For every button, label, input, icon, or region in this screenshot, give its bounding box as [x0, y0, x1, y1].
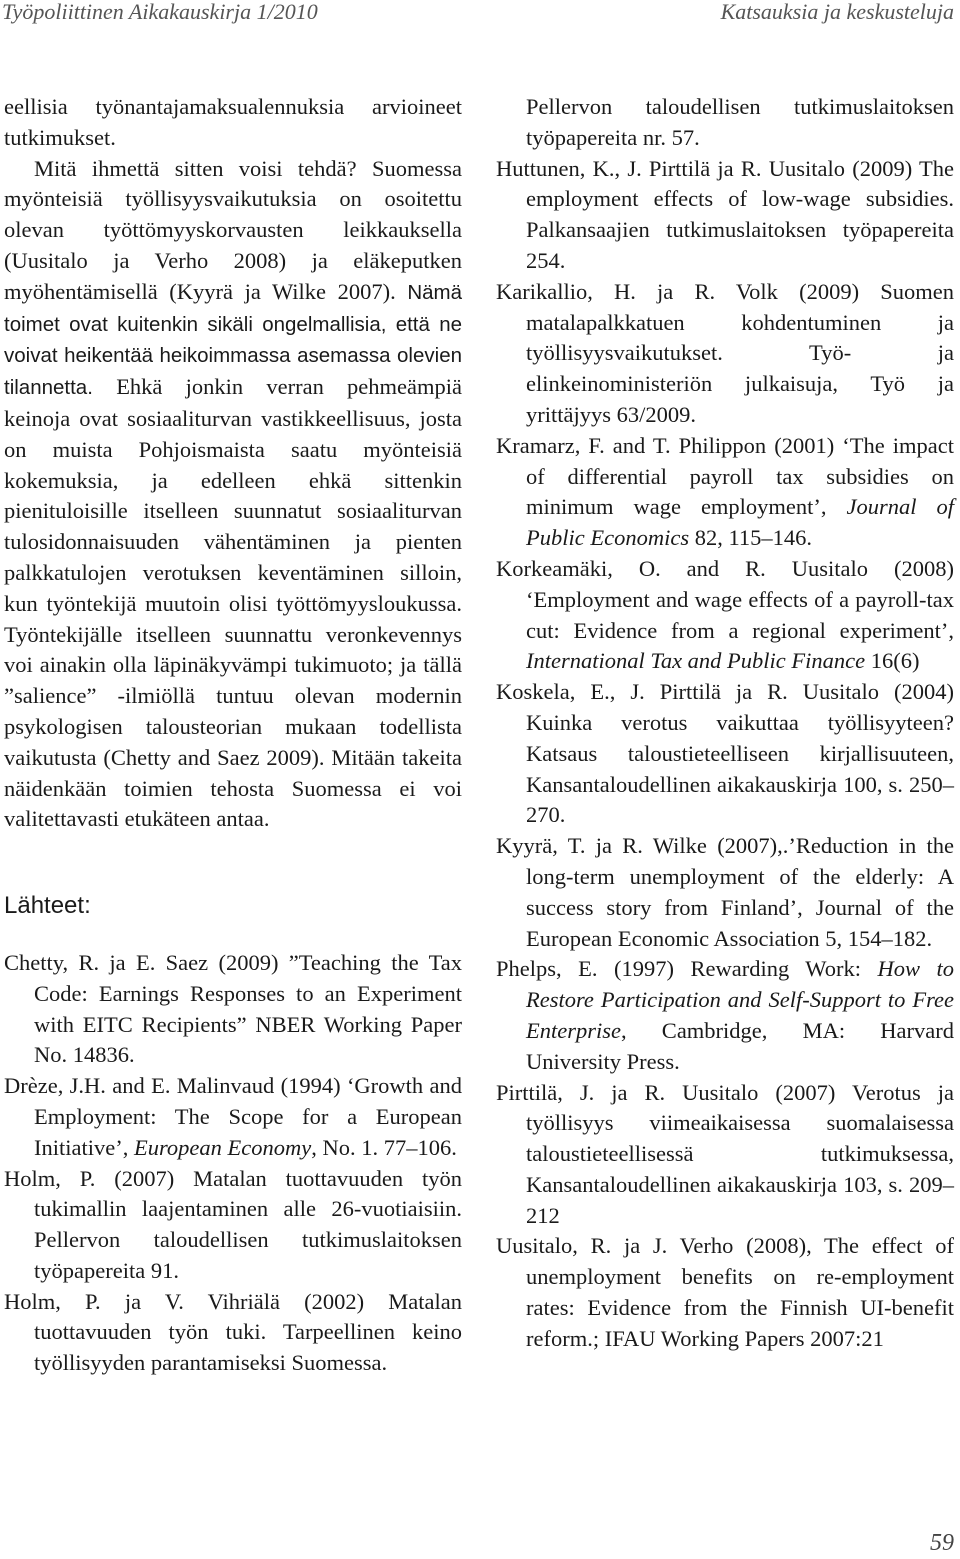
reference-item [496, 277, 954, 431]
reference-item [4, 1287, 462, 1379]
reference-item [496, 554, 954, 677]
reference-italic: European Economy [133, 1134, 312, 1160]
reference-item [496, 831, 954, 954]
reference-tail: , No. 1. 77–106. [311, 1134, 457, 1160]
reference-item [496, 677, 954, 831]
reference-text: Chetty, R. ja E. Saez (2009) ”Teaching the Tax Code: Earnings Responses to an Experiment with EITC Recipients” NBER Working Paper No. 14836. [4, 949, 462, 1068]
reference-item [496, 1078, 954, 1232]
journal-title: Työpoliittinen Aikakauskirja 1/2010 [2, 0, 318, 24]
reference-item [4, 1164, 462, 1287]
reference-text: Uusitalo, R. ja J. Verho (2008), The effect of unemployment benefits on re-employment rates: Evidence from the Finnish UI-benefit reform.; IFAU Working Papers 2007:21 [496, 1233, 954, 1351]
references-left-list [4, 948, 462, 1379]
reference-item [4, 948, 462, 1071]
reference-text: Holm, P. ja V. Vihriälä (2002) Matalan tuottavuuden työn tuki. Tarpeellinen keino työllisyyden parantamiseksi Suomessa. [4, 1288, 462, 1376]
reference-text: Koskela, E., J. Pirttilä ja R. Uusitalo (2004) Kuinka verotus vaikuttaa työllisyyteen? Katsaus taloustieteelliseen kirjallisuuteen, Kansantaloudellinen aikakauskirja 100, s. 250–270. [496, 679, 954, 828]
reference-text: Karikallio, H. ja R. Volk (2009) Suomen matalapalkkatuen kohdentuminen ja työllisyysvaikutukset. Työ- ja elinkeinoministeriön julkaisuja, Työ ja yrittäjyys 63/2009. [496, 278, 954, 427]
reference-item [4, 1071, 462, 1163]
section-title: Katsauksia ja keskusteluja [720, 0, 954, 24]
reference-italic: How to Restore Participation and Self-Support to Free Enterprise [526, 956, 954, 1043]
reference-text: Phelps, E. (1997) Rewarding Work: [496, 956, 878, 982]
running-header [0, 0, 960, 24]
reference-text: Korkeamäki, O. and R. Uusitalo (2008) ‘Employment and wage effects of a payroll-tax cut: Evidence from a regional experiment’, [496, 555, 954, 643]
page-number: 59 [930, 1530, 954, 1556]
left-column [4, 92, 462, 1379]
references-heading: Lähteet: [4, 892, 91, 920]
reference-text: Pirttilä, J. ja R. Uusitalo (2007) Verotus ja työllisyys viimeaikaisessa suomalaisessa taloustieteellisessä tutkimuksessa, Kansantaloudellinen aikakauskirja 103, s. 209–212 [496, 1079, 954, 1228]
paragraph-2-part-2: Nämä toimet ovat kuitenkin sikäli ongelmallisia, että ne voivat heikentää heikoimmassa asemassa olevien tilannetta. [4, 280, 462, 400]
reference-text: Holm, P. (2007) Matalan tuottavuuden työn tukimallin laajentaminen alle 26-vuotiaisiin. Pellervon taloudellisen tutkimuslaitoksen työpapereita 91. [4, 1165, 462, 1283]
reference-italic: Journal of Public Economics [526, 494, 954, 551]
reference-item [496, 431, 954, 554]
paragraph-1: eellisia työnantajamaksualennuksia arvioineet tutkimukset. [4, 94, 462, 150]
reference-tail: 82, 115–146. [689, 525, 813, 551]
paragraph-2 [4, 154, 462, 836]
paragraph-2-part-1: Mitä ihmettä sitten voisi tehdä? Suomessa myönteisiä työllisyysvaikutuksia on osoitettu olevan työttömyyskorvausten leikkauksella (Uusitalo ja Verho 2008) ja eläkeputken myöhentämisellä (Kyyrä ja Wilke 2007). [4, 155, 462, 304]
reference-tail: 16(6) [865, 648, 920, 674]
reference-item [496, 954, 954, 1077]
reference-tail: , Cambridge, MA: Harvard University Press. [526, 1017, 954, 1074]
paragraph-2-part-3: Ehkä jonkin verran pehmeämpiä keinoja ovat sosiaaliturvan vastikkeellisuus, josta on muista Pohjoismaista saatu myönteisiä kokemuksia, ja edelleen ehkä sittenkin pienituloisille itselleen suunnatut sosiaaliturvan tulosidonnaisuuden vähentäminen ja pienten palkkatulojen verotuksen keventäminen silloin, kun työntekijä muutoin olisi työttömyysloukussa. Työntekijälle itselleen suunnattu veronkevennys voi ainakin olla läpinäkyvämpi tukimuoto; ja tällä ”salience” -ilmiöllä tuntuu olevan modernin psykologisen talousteorian mukaan todellista vaikutusta (Chetty and Saez 2009). Mitään takeita näidenkään toimien tehosta Suomessa ei voi valitettavasti etukäteen antaa. [4, 374, 462, 832]
reference-item [496, 154, 954, 277]
reference-text: Kramarz, F. and T. Philippon (2001) ‘The impact of differential payroll tax subsidies on minimum wage employment’, [496, 432, 954, 520]
reference-item [496, 1231, 954, 1354]
reference-continuation: Pellervon taloudellisen tutkimuslaitoksen työpapereita nr. 57. [526, 94, 954, 150]
reference-text: Drèze, J.H. and E. Malinvaud (1994) ‘Growth and Employment: The Scope for a European Initiative’, [4, 1073, 462, 1160]
reference-text: Huttunen, K., J. Pirttilä ja R. Uusitalo (2009) The employment effects of low-wage subsidies. Palkansaajien tutkimuslaitoksen työpapereita 254. [496, 155, 954, 273]
right-column [496, 92, 954, 1355]
reference-italic: International Tax and Public Finance [526, 648, 866, 674]
reference-text: Kyyrä, T. ja R. Wilke (2007),.’Reduction in the long-term unemployment of the elderly: A success story from Finland’, Journal of the European Economic Association 5, 154–182. [496, 833, 954, 951]
